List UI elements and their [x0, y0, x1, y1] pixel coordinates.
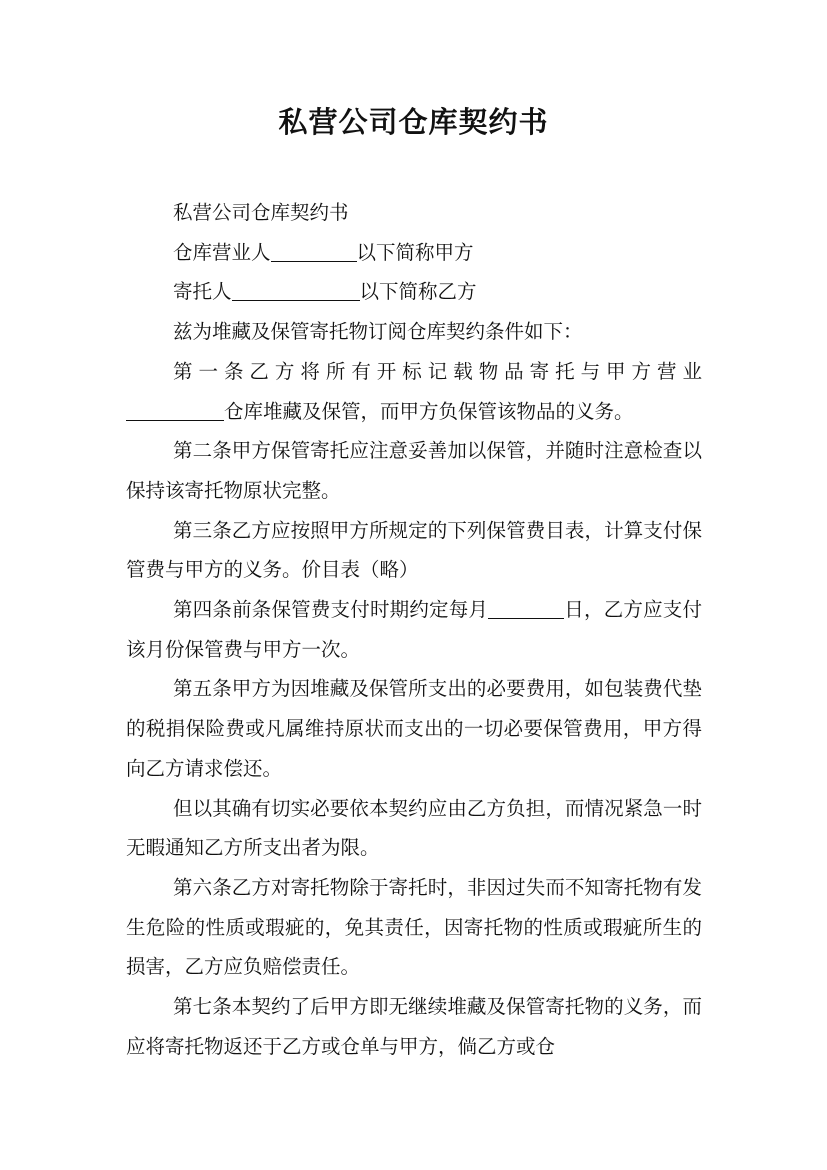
article-5-paragraph: 第五条甲方为因堆藏及保管所支出的必要费用，如包装费代垫的税捐保险费或凡属维持原状而支出的一切必要保管费用，甲方得向乙方请求偿还。: [126, 677, 702, 780]
article-7-paragraph: 第七条本契约了后甲方即无继续堆藏及保管寄托物的义务，而应将寄托物返还于乙方或仓单与甲方，倘乙方或仓: [126, 995, 702, 1058]
header-line: 私营公司仓库契约书: [173, 201, 349, 224]
party-b-label: 寄托人: [173, 280, 232, 304]
article-4-paragraph: [126, 590, 702, 669]
article-1-line-1: 第一条乙方将所有开标记载物品寄托与甲方营业: [173, 359, 702, 383]
party-b-blank: [232, 281, 360, 302]
article-1-line-2: [126, 392, 702, 432]
party-b-line: [126, 272, 702, 312]
document-body: [126, 193, 702, 1066]
party-a-label: 仓库营业人: [173, 240, 271, 264]
article-4-blank: [488, 599, 564, 620]
party-a-suffix: 以下简称甲方: [356, 240, 474, 264]
article-2-paragraph: 第二条甲方保管寄托应注意妥善加以保管，并随时注意检查以保持该寄托物原状完整。: [126, 439, 702, 502]
article-1-blank: [126, 400, 224, 421]
article-1-text: 仓库堆藏及保管，而甲方负保管该物品的义务。: [224, 399, 634, 423]
article-4-text-before: 第四条前条保管费支付时期约定每月: [173, 598, 489, 622]
article-4-text-after: 日，乙方应支付该月份保管费与甲方一次。: [126, 598, 702, 661]
party-a-blank: [271, 241, 357, 262]
article-5-proviso: 但以其确有切实必要依本契约应由乙方负担，而情况紧急一时无暇通知乙方所支出者为限。: [126, 796, 702, 860]
article-6-paragraph: 第六条乙方对寄托物除于寄托时，非因过失而不知寄托物有发生危险的性质或瑕疵的，免其责任，因寄托物的性质或瑕疵所生的损害，乙方应负赔偿责任。: [126, 875, 702, 979]
document-title: 私营公司仓库契约书: [278, 105, 549, 139]
intro-paragraph: 兹为堆藏及保管寄托物订阅仓库契约条件如下：: [173, 320, 583, 344]
party-b-suffix: 以下简称乙方: [359, 280, 477, 304]
article-3-paragraph: 第三条乙方应按照甲方所规定的下列保管费目表，计算支付保管费与甲方的义务。价目表（略）: [126, 518, 702, 582]
party-a-line: [126, 233, 702, 273]
